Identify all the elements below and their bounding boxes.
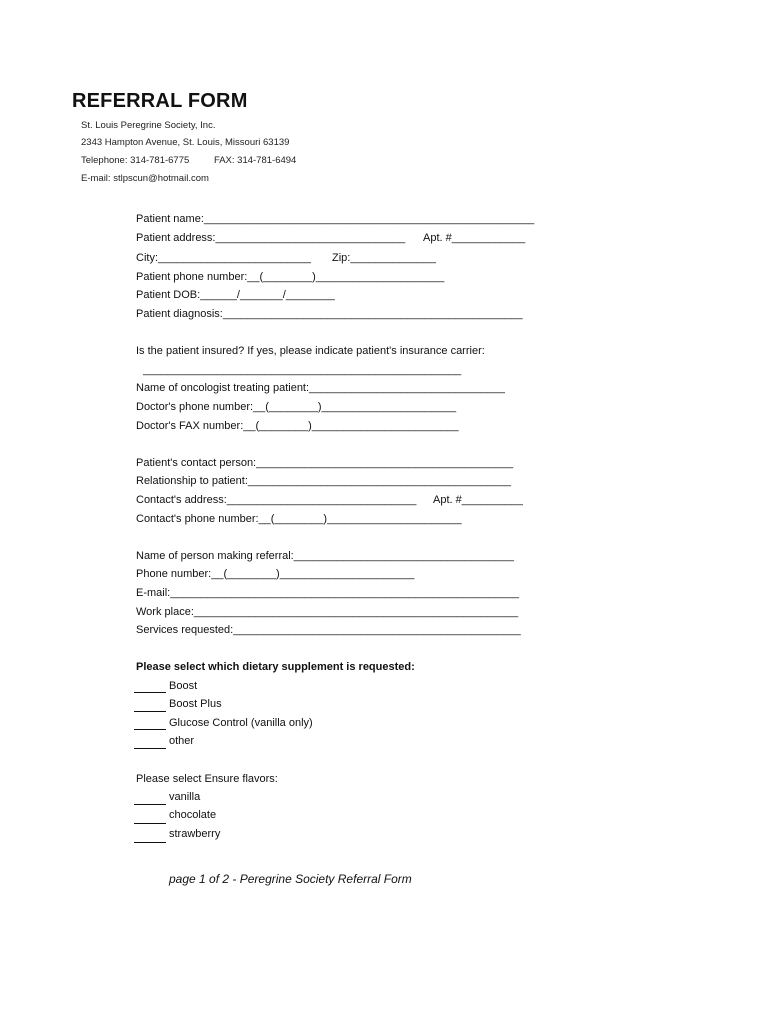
services-requested-field[interactable]: Services requested:_______________________________________________ — [136, 624, 521, 636]
ensure-option-chocolate: chocolate — [169, 809, 217, 821]
org-telephone: Telephone: 314-781-6775 — [81, 155, 190, 166]
patient-name-field[interactable]: Patient name:______________________________________________________ — [136, 213, 535, 225]
patient-city-field[interactable]: City:_________________________ — [136, 252, 311, 264]
ensure-checkbox-vanilla[interactable] — [134, 804, 166, 805]
insurance-question: Is the patient insured? If yes, please indicate patient's insurance carrier: — [136, 345, 485, 357]
patient-diagnosis-field[interactable]: Patient diagnosis:_________________________________________________ — [136, 308, 523, 320]
supplement-option-glucose-control: Glucose Control (vanilla only) — [169, 717, 313, 729]
doctor-fax-field[interactable]: Doctor's FAX number:__(________)________________________ — [136, 420, 459, 432]
patient-address-field[interactable]: Patient address:_______________________________ — [136, 232, 406, 244]
supplement-checkbox-other[interactable] — [134, 748, 166, 749]
contact-apt-field[interactable]: Apt. #__________ — [433, 494, 523, 506]
patient-phone-field[interactable]: Patient phone number:__(________)_____________________ — [136, 271, 445, 283]
relationship-field[interactable]: Relationship to patient:___________________________________________ — [136, 475, 511, 487]
ensure-checkbox-chocolate[interactable] — [134, 823, 166, 824]
referrer-email-field[interactable]: E-mail:_________________________________________________________ — [136, 587, 519, 599]
ensure-checkbox-strawberry[interactable] — [134, 842, 166, 843]
patient-dob-field[interactable]: Patient DOB:______/_______/________ — [136, 289, 335, 301]
supplement-option-other: other — [169, 735, 195, 747]
supplement-option-boost-plus: Boost Plus — [169, 698, 222, 710]
supplement-checkbox-boost[interactable] — [134, 692, 166, 693]
ensure-heading: Please select Ensure flavors: — [136, 773, 278, 785]
work-place-field[interactable]: Work place:_____________________________________________________ — [136, 606, 519, 618]
org-email: E-mail: stlpscun@hotmail.com — [81, 173, 209, 184]
ensure-option-strawberry: strawberry — [169, 828, 221, 840]
oncologist-field[interactable]: Name of oncologist treating patient:________________________________ — [136, 382, 505, 394]
org-address: 2343 Hampton Avenue, St. Louis, Missouri 63139 — [81, 137, 290, 148]
form-title: REFERRAL FORM — [72, 90, 248, 112]
org-fax: FAX: 314-781-6494 — [213, 155, 297, 166]
patient-apt-field[interactable]: Apt. #____________ — [423, 232, 526, 244]
supplement-checkbox-boost-plus[interactable] — [134, 711, 166, 712]
org-phone-fax — [81, 155, 296, 166]
insurance-carrier-field[interactable]: ____________________________________________________ — [143, 364, 462, 376]
org-name: St. Louis Peregrine Society, Inc. — [81, 120, 216, 131]
ensure-option-vanilla: vanilla — [169, 791, 201, 803]
referrer-phone-field[interactable]: Phone number:__(________)______________________ — [136, 568, 415, 580]
page-footer: page 1 of 2 - Peregrine Society Referral Form — [169, 872, 412, 886]
supplement-checkbox-glucose-control[interactable] — [134, 729, 166, 730]
doctor-phone-field[interactable]: Doctor's phone number:__(________)______________________ — [136, 401, 457, 413]
contact-person-field[interactable]: Patient's contact person:__________________________________________ — [136, 457, 514, 469]
supplement-heading: Please select which dietary supplement is requested: — [136, 661, 415, 673]
contact-address-field[interactable]: Contact's address:_______________________________ — [136, 494, 417, 506]
patient-zip-field[interactable]: Zip:______________ — [332, 252, 436, 264]
referrer-name-field[interactable]: Name of person making referral:____________________________________ — [136, 550, 514, 562]
contact-phone-field[interactable]: Contact's phone number:__(________)______________________ — [136, 513, 462, 525]
supplement-option-boost: Boost — [169, 680, 198, 692]
